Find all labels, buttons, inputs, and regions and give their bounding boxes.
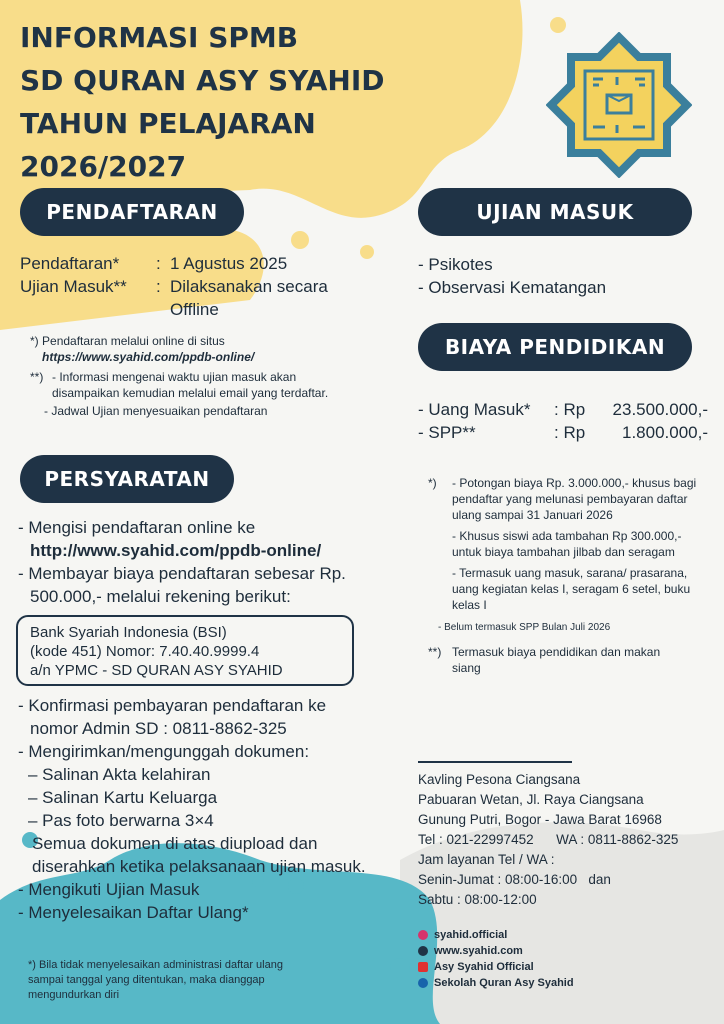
ujian-list <box>418 253 708 299</box>
note-marker: *) <box>428 476 437 490</box>
pendaftaran-heading <box>20 188 244 236</box>
pendaftaran-notes <box>30 333 370 419</box>
fee-note: - Khusus siswi ada tambahan Rp 300.000,- untuk biaya tambahan jilbab dan seragam <box>452 529 682 559</box>
fee-note: - Belum termasuk SPP Bulan Juli 2026 <box>438 622 611 633</box>
biaya-heading-label: BIAYA PENDIDIKAN <box>444 335 666 359</box>
pendaftaran-heading-label: PENDAFTARAN <box>46 200 218 224</box>
social-links <box>418 927 708 991</box>
instagram-icon <box>418 930 428 940</box>
schedule-row <box>20 252 360 275</box>
ujian-item: - Psikotes <box>418 255 493 274</box>
schedule-sep: : <box>156 254 161 273</box>
document-item: – Salinan Akta kelahiran <box>28 765 211 784</box>
persyaratan-list-top <box>18 516 368 608</box>
youtube-icon <box>418 962 428 972</box>
requirement-item: - Menyelesaikan Daftar Ulang* <box>18 903 249 922</box>
social-item[interactable] <box>418 959 708 975</box>
social-item[interactable] <box>418 943 708 959</box>
social-item[interactable] <box>418 927 708 943</box>
note-text: - Informasi mengenai waktu ujian masuk akan disampaikan kemudian melalui email yang terdaftar. <box>52 370 329 400</box>
social-label: syahid.official <box>434 929 508 941</box>
ujian-item: - Observasi Kematangan <box>418 278 607 297</box>
title-line: TAHUN PELAJARAN <box>20 107 316 140</box>
persyaratan-heading <box>20 455 234 503</box>
schedule-value: Dilaksanakan secara Offline <box>170 277 328 319</box>
note-text: Pendaftaran melalui online di situs <box>42 334 225 348</box>
contact-line: Tel : 021-22997452 WA : 0811-8862-325 <box>418 832 679 847</box>
biaya-notes <box>428 475 708 676</box>
fee-value: 23.500.000,- <box>612 400 708 419</box>
schedule-value: 1 Agustus 2025 <box>170 254 288 273</box>
note-marker: **) <box>30 370 44 384</box>
bank-line: Bank Syariah Indonesia (BSI) <box>30 624 227 641</box>
ujian-heading <box>418 188 692 236</box>
requirement-item: - Mengirimkan/mengunggah dokumen: <box>18 742 310 761</box>
note-marker: **) <box>428 645 442 659</box>
bank-line: a/n YPMC - SD QURAN ASY SYAHID <box>30 662 283 679</box>
title-line: INFORMASI SPMB <box>20 21 299 54</box>
school-emblem-star-icon <box>546 32 692 178</box>
contact-line: Sabtu : 08:00-12:00 <box>418 892 537 907</box>
facebook-icon <box>418 978 428 988</box>
fee-sep: : Rp <box>554 400 586 419</box>
social-label: Asy Syahid Official <box>434 961 534 973</box>
title-line: 2026/2027 <box>20 150 187 183</box>
schedule-row <box>20 275 360 321</box>
note-text: - Jadwal Ujian menyesuaikan pendaftaran <box>44 404 268 418</box>
contact-line: Senin-Jumat : 08:00-16:00 dan <box>418 872 611 887</box>
schedule-label: Pendaftaran* <box>20 254 120 273</box>
fee-note: - Potongan biaya Rp. 3.000.000,- khusus bagi pendaftar yang melunasi pembayaran daftar ulang sampai 31 Januari 2026 <box>452 476 697 522</box>
fee-note: Termasuk biaya pendidikan dan makan siang <box>452 645 661 675</box>
persyaratan-heading-label: PERSYARATAN <box>44 467 210 491</box>
fee-value: 1.800.000,- <box>621 423 708 442</box>
ujian-heading-label: UJIAN MASUK <box>476 200 634 224</box>
fee-label: - Uang Masuk* <box>418 400 531 419</box>
note-marker: *) <box>30 334 39 348</box>
requirement-item: - Mengikuti Ujian Masuk <box>18 880 200 899</box>
persyaratan-footnote <box>28 958 318 1003</box>
fee-sep: : Rp <box>554 423 586 442</box>
contact-line: Kavling Pesona Ciangsana <box>418 772 581 787</box>
requirement-item: - Mengisi pendaftaran online ke <box>18 518 256 537</box>
upload-note: Semua dokumen di atas diupload dan diserahkan ketika pelaksanaan ujian masuk. <box>32 834 366 876</box>
biaya-table <box>418 398 718 444</box>
fee-note: - Termasuk uang masuk, sarana/ prasarana, uang kegiatan kelas I, seragam 6 setel, buku kelas I <box>452 566 691 612</box>
social-item[interactable] <box>418 975 708 991</box>
persyaratan-list-bottom <box>18 694 378 924</box>
contact-line: Gunung Putri, Bogor - Jawa Barat 16968 <box>418 812 662 827</box>
biaya-heading <box>418 323 692 371</box>
ppdb-link[interactable]: http://www.syahid.com/ppdb-online/ <box>30 541 322 560</box>
document-item: – Pas foto berwarna 3×4 <box>28 811 214 830</box>
fee-row <box>418 421 718 444</box>
contact-info <box>418 770 718 910</box>
contact-line: Jam layanan Tel / WA : <box>418 852 555 867</box>
globe-icon <box>418 946 428 956</box>
bank-line: (kode 451) Nomor: 7.40.40.9999.4 <box>30 643 260 660</box>
schedule-sep: : <box>156 277 161 296</box>
schedule-label: Ujian Masuk** <box>20 277 127 296</box>
contact-line: Pabuaran Wetan, Jl. Raya Ciangsana <box>418 792 644 807</box>
contact-divider <box>418 761 572 763</box>
bank-account-box <box>16 615 354 686</box>
ppdb-link[interactable]: https://www.syahid.com/ppdb-online/ <box>42 350 255 364</box>
social-label: www.syahid.com <box>434 945 523 957</box>
title-line: SD QURAN ASY SYAHID <box>20 64 385 97</box>
fee-label: - SPP** <box>418 423 476 442</box>
fee-row <box>418 398 718 421</box>
page-title <box>20 16 440 188</box>
social-label: Sekolah Quran Asy Syahid <box>434 977 574 989</box>
pendaftaran-schedule <box>20 252 360 321</box>
requirement-item: - Membayar biaya pendaftaran sebesar Rp. 500.000,- melalui rekening berikut: <box>18 564 346 606</box>
footnote-text: *) Bila tidak menyelesaikan administrasi daftar ulang sampai tanggal yang ditentukan, maka dianggap mengundurkan diri <box>28 959 283 1001</box>
document-item: – Salinan Kartu Keluarga <box>28 788 218 807</box>
requirement-item: - Konfirmasi pembayaran pendaftaran ke nomor Admin SD : 0811-8862-325 <box>18 696 327 738</box>
